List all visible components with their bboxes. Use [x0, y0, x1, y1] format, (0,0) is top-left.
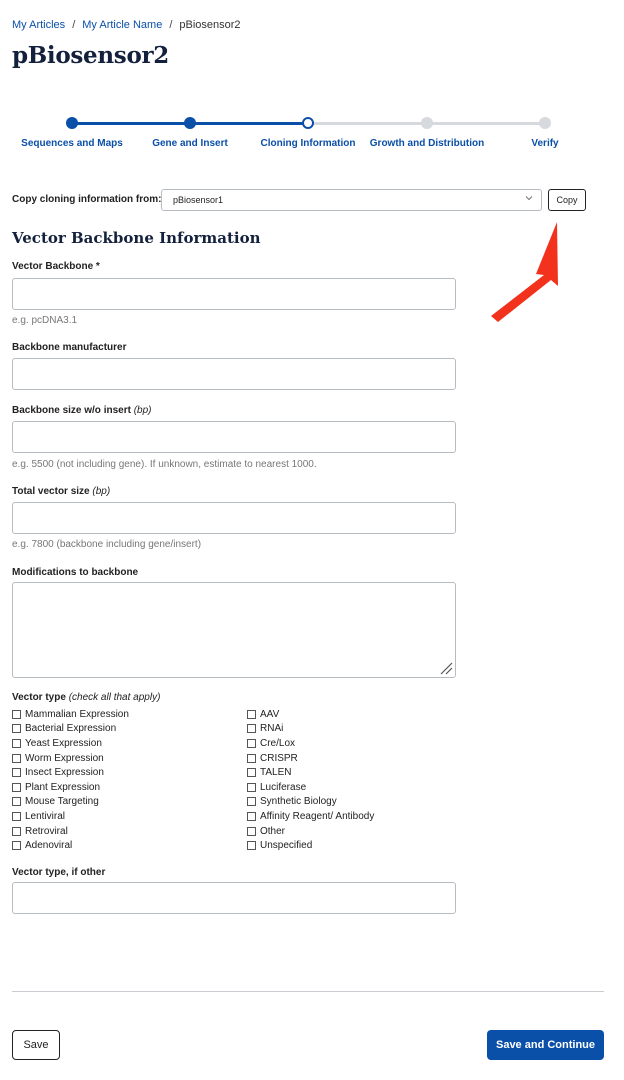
vector-type-label-text: Vector type — [12, 692, 66, 703]
checkbox-label: TALEN — [260, 767, 292, 779]
checkbox[interactable] — [12, 739, 21, 748]
checkbox[interactable] — [12, 754, 21, 763]
resize-grip-icon[interactable] — [439, 661, 453, 675]
step-dot-cloning-information[interactable] — [302, 117, 314, 129]
copy-cloning-label: Copy cloning information from: — [12, 194, 162, 205]
step-label-cloning-information[interactable]: Cloning Information — [260, 138, 356, 149]
backbone-size-label-text: Backbone size w/o insert — [12, 405, 131, 416]
checkbox[interactable] — [247, 768, 256, 777]
backbone-manufacturer-label: Backbone manufacturer — [12, 342, 127, 353]
checkbox-label: Plant Expression — [25, 781, 101, 793]
checkbox[interactable] — [247, 739, 256, 748]
copy-button[interactable]: Copy — [548, 189, 586, 211]
backbone-size-label — [12, 405, 152, 416]
checkbox[interactable] — [247, 797, 256, 806]
checkbox-item[interactable] — [12, 736, 129, 751]
step-dot-gene-and-insert[interactable] — [184, 117, 196, 129]
checkbox-label: Mouse Targeting — [25, 796, 99, 808]
checkbox[interactable] — [247, 841, 256, 850]
vector-type-other-input[interactable] — [12, 882, 456, 914]
total-vector-size-help: e.g. 7800 (backbone including gene/insert) — [12, 539, 202, 550]
checkbox-item[interactable] — [12, 722, 129, 737]
vector-type-other-label: Vector type, if other — [12, 867, 106, 878]
checkbox[interactable] — [12, 827, 21, 836]
checkbox[interactable] — [247, 827, 256, 836]
checkbox-label: CRISPR — [260, 752, 298, 764]
checkbox[interactable] — [12, 812, 21, 821]
modifications-textarea[interactable] — [12, 582, 456, 678]
checkbox-item[interactable] — [12, 765, 129, 780]
copy-source-selected-value: pBiosensor1 — [173, 195, 224, 205]
step-dot-verify — [539, 117, 551, 129]
checkbox-label: Luciferase — [260, 781, 307, 793]
checkbox-label: Synthetic Biology — [260, 796, 337, 808]
total-vector-size-label — [12, 486, 110, 497]
step-label-gene-and-insert[interactable]: Gene and Insert — [152, 138, 228, 149]
vector-type-options-left — [12, 707, 129, 853]
checkbox-label: Adenoviral — [25, 840, 73, 852]
checkbox[interactable] — [12, 783, 21, 792]
checkbox-item[interactable] — [12, 824, 129, 839]
checkbox-item[interactable] — [247, 838, 374, 853]
checkbox-item[interactable] — [247, 765, 374, 780]
checkbox-item[interactable] — [247, 809, 374, 824]
checkbox[interactable] — [12, 768, 21, 777]
checkbox-label: Mammalian Expression — [25, 708, 129, 720]
save-button[interactable]: Save — [12, 1030, 60, 1060]
copy-source-select[interactable] — [161, 189, 542, 211]
vector-type-hint: (check all that apply) — [68, 692, 161, 703]
checkbox[interactable] — [247, 710, 256, 719]
footer-divider — [12, 991, 604, 992]
breadcrumb-separator: / — [169, 19, 173, 31]
total-vector-size-label-text: Total vector size — [12, 486, 90, 497]
checkbox[interactable] — [12, 724, 21, 733]
checkbox-label: Lentiviral — [25, 810, 66, 822]
checkbox-label: Affinity Reagent/ Antibody — [260, 810, 375, 822]
checkbox-item[interactable] — [247, 751, 374, 766]
checkbox-label: Bacterial Expression — [25, 723, 117, 735]
step-dot-growth-and-distribution — [421, 117, 433, 129]
step-label-verify[interactable]: Verify — [531, 138, 559, 149]
breadcrumb-my-article-name[interactable]: My Article Name — [82, 19, 163, 31]
vector-backbone-label: Vector Backbone * — [12, 261, 100, 272]
copy-cloning-row — [12, 189, 586, 211]
checkbox-label: Other — [260, 825, 286, 837]
progress-stepper — [0, 112, 624, 156]
checkbox-label: Worm Expression — [25, 752, 104, 764]
step-dot-sequences-and-maps[interactable] — [66, 117, 78, 129]
checkbox-label: Yeast Expression — [25, 737, 102, 749]
breadcrumb — [12, 19, 241, 31]
total-vector-size-input[interactable] — [12, 502, 456, 534]
checkbox-item[interactable] — [247, 707, 374, 722]
checkbox-label: Unspecified — [260, 840, 313, 852]
checkbox-item[interactable] — [12, 751, 129, 766]
checkbox[interactable] — [12, 841, 21, 850]
vector-type-options-right — [247, 707, 374, 853]
checkbox[interactable] — [12, 710, 21, 719]
checkbox-item[interactable] — [12, 809, 129, 824]
vector-type-label — [12, 692, 160, 703]
checkbox-label: RNAi — [260, 723, 284, 735]
checkbox-item[interactable] — [12, 838, 129, 853]
backbone-size-input[interactable] — [12, 421, 456, 453]
checkbox[interactable] — [12, 797, 21, 806]
breadcrumb-current: pBiosensor2 — [179, 19, 241, 31]
checkbox-item[interactable] — [12, 780, 129, 795]
checkbox[interactable] — [247, 783, 256, 792]
breadcrumb-my-articles[interactable]: My Articles — [12, 19, 66, 31]
page-title: pBiosensor2 — [12, 42, 170, 69]
checkbox-item[interactable] — [12, 795, 129, 810]
total-vector-size-unit: (bp) — [92, 486, 111, 497]
save-and-continue-button[interactable]: Save and Continue — [487, 1030, 604, 1060]
backbone-size-help: e.g. 5500 (not including gene). If unknown, estimate to nearest 1000. — [12, 459, 317, 470]
vector-backbone-input[interactable] — [12, 278, 456, 310]
checkbox-label: Retroviral — [25, 825, 68, 837]
breadcrumb-separator: / — [72, 19, 76, 31]
checkbox[interactable] — [247, 754, 256, 763]
checkbox-item[interactable] — [247, 736, 374, 751]
checkbox-item[interactable] — [247, 722, 374, 737]
backbone-manufacturer-input[interactable] — [12, 358, 456, 390]
checkbox-item[interactable] — [247, 795, 374, 810]
checkbox-item[interactable] — [247, 780, 374, 795]
checkbox-item[interactable] — [247, 824, 374, 839]
step-label-growth-and-distribution[interactable]: Growth and Distribution — [369, 138, 485, 149]
checkbox-label: Cre/Lox — [260, 737, 296, 749]
chevron-down-icon — [525, 193, 533, 203]
checkbox-label: Insect Expression — [25, 767, 104, 779]
section-title-vector-backbone: Vector Backbone Information — [12, 229, 261, 247]
modifications-label: Modifications to backbone — [12, 567, 139, 578]
checkbox[interactable] — [247, 812, 256, 821]
checkbox[interactable] — [247, 724, 256, 733]
vector-backbone-help: e.g. pcDNA3.1 — [12, 315, 78, 326]
backbone-size-unit: (bp) — [133, 405, 152, 416]
red-arrow-annotation-icon — [480, 212, 590, 322]
checkbox-item[interactable] — [12, 707, 129, 722]
checkbox-label: AAV — [260, 708, 280, 720]
step-label-sequences-and-maps[interactable]: Sequences and Maps — [21, 138, 123, 149]
